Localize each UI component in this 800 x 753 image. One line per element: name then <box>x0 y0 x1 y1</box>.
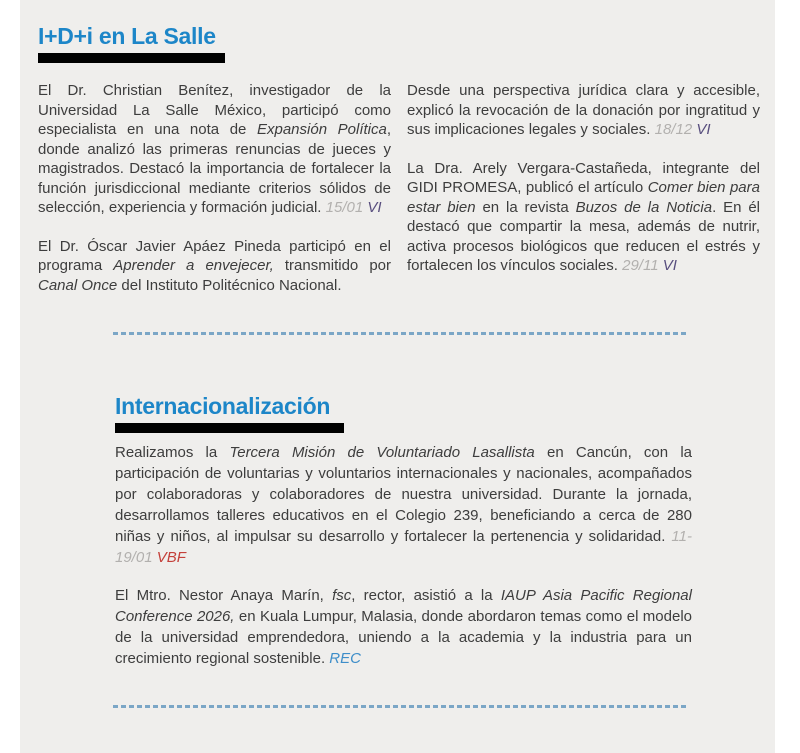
date-segment: 29/11 <box>622 257 663 275</box>
section-title-internacionalizacion: Internacionalización <box>115 393 331 419</box>
section-idi <box>38 24 760 314</box>
date-segment: 15/01 <box>325 199 368 217</box>
paragraph <box>115 585 692 669</box>
newsletter-page-panel <box>20 0 775 753</box>
text-segment: Desde una perspectiva jurídica clara y accesible, explicó la revocación de la donación por ingratitud y sus implicaciones legales y sociales. <box>407 82 760 139</box>
text-segment: , rector, asistió a la <box>351 587 501 605</box>
rec-segment: REC <box>329 650 361 668</box>
text-segment: El Dr. Christian Benítez, investigador de la Universidad La Salle México, participó como especialista en una nota de <box>38 82 391 139</box>
text-segment: El Dr. Óscar Javier Apáez Pineda participó en el programa <box>38 237 391 275</box>
text-segment: La Dra. Arely Vergara-Castañeda, integrante del GIDI PROMESA, publicó el artículo <box>407 159 760 197</box>
vi-segment: VI <box>696 121 711 139</box>
italic-segment: fsc <box>332 587 352 605</box>
text-segment: en Cancún, con la participación de voluntarias y voluntarios internacionales y nacionales, acompañados por colaboradoras y colaboradores de nuestra universidad. Durante la jornada, desarrollamos talleres educativos en el Colegio 239, beneficiando a cerca de 280 niñas y niños, al impulsar su desarrollo y fortalecer la pertenencia y solidaridad. <box>115 444 692 546</box>
paragraph <box>38 237 391 296</box>
paragraph <box>407 159 760 276</box>
italic-segment: IAUP Asia Pacific Regional Conference 2026, <box>115 587 692 626</box>
paragraph <box>38 81 391 218</box>
dashed-divider-bottom <box>113 705 687 708</box>
text-segment: transmitido por <box>273 257 391 275</box>
section-internacionalizacion <box>115 394 692 686</box>
text-segment: . En él destacó que compartir la mesa, además de nutrir, activa procesos biológicos que reducen el estrés y fortalecen los vínculos sociales. <box>407 198 760 275</box>
section-title-idi: I+D+i en La Salle <box>38 23 216 49</box>
title-underline-bar <box>115 423 344 433</box>
vbf-segment: VBF <box>156 549 186 567</box>
paragraph <box>407 81 760 140</box>
text-segment: , donde analizó las primeras renuncias de jueces y magistrados. Destacó la importancia de fortalecer la función jurisdiccional mediante criterios sólidos de selección, experiencia y formación judicial. <box>38 121 391 217</box>
italic-segment: Buzos de la Noticia <box>575 198 713 216</box>
idi-left-column <box>38 81 391 314</box>
italic-segment: Tercera Misión de Voluntariado Lasallista <box>229 444 535 462</box>
paragraph <box>115 442 692 568</box>
dashed-divider-top <box>113 332 687 335</box>
text-segment: en la revista <box>475 198 576 216</box>
two-column-layout <box>38 72 760 314</box>
italic-segment: Comer bien para estar bien <box>407 179 760 216</box>
text-segment: El Mtro. Nestor Anaya Marín, <box>115 587 333 605</box>
vi-segment: VI <box>662 257 677 275</box>
italic-segment: Canal Once <box>38 276 118 294</box>
text-segment: Realizamos la <box>115 444 230 462</box>
italic-segment: Expansión Política <box>256 121 387 139</box>
text-segment: en Kuala Lumpur, Malasia, donde abordaron temas como el modelo de la universidad emprendedora, uniendo a la academia y la industria para un crecimiento regional sostenible. <box>115 608 692 668</box>
idi-right-column <box>407 81 760 314</box>
italic-segment: Aprender a envejecer, <box>113 257 274 275</box>
vi-segment: VI <box>367 199 382 217</box>
date-segment: 18/12 <box>654 121 697 139</box>
title-underline-bar <box>38 53 225 63</box>
date-segment: 11-19/01 <box>115 528 692 567</box>
text-segment: del Instituto Politécnico Nacional. <box>117 276 342 294</box>
internacionalizacion-body <box>115 442 692 669</box>
